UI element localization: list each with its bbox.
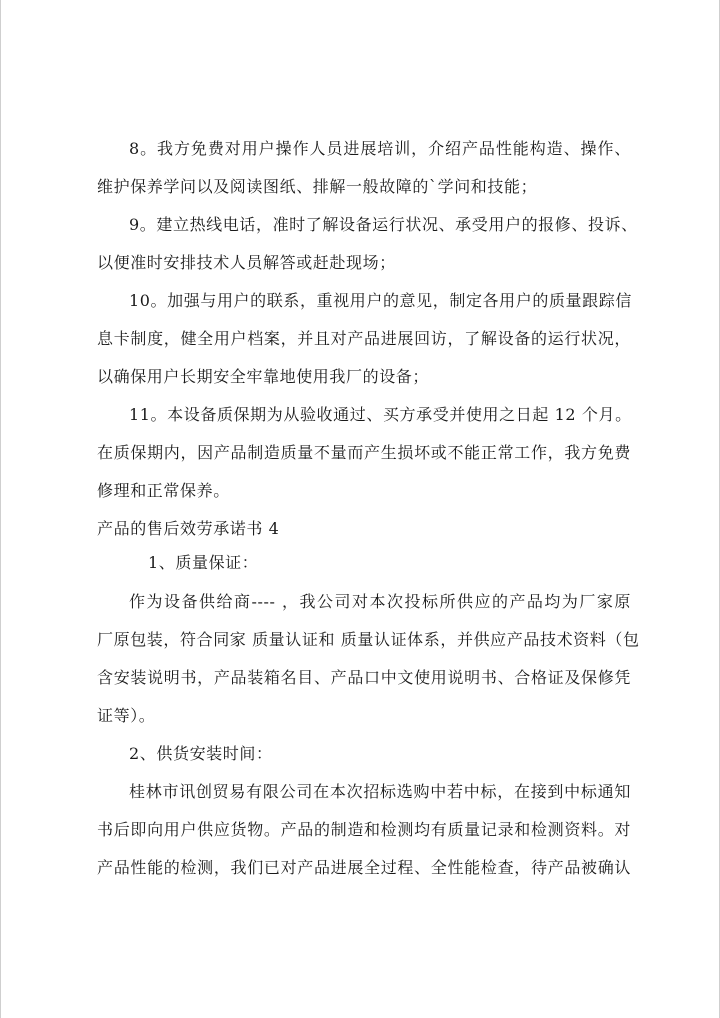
text-line: 8。我方免费对用户操作人员进展培训，介绍产品性能构造、操作、 (129, 139, 631, 158)
text-line: 含安装说明书，产品装箱名目、产品口中文使用说明书、合格证及保修凭 (97, 668, 631, 687)
subsection-heading: 1、质量保证： (148, 553, 259, 572)
text-line: 产品性能的检测，我们已对产品进展全过程、全性能检查，待产品被确认 (97, 858, 631, 877)
text-line: 书后即向用户供应货物。产品的制造和检测均有质量记录和检测资料。对 (97, 820, 631, 839)
text-line: 以便准时安排技术人员解答或赶赴现场； (97, 253, 396, 272)
text-line: 9。建立热线电话，准时了解设备运行状况、承受用户的报修、投诉、 (129, 215, 638, 234)
text-line: 修理和正常保养。 (97, 481, 230, 500)
text-line: 维护保养学问以及阅读图纸、排解一般故障的`学问和技能； (97, 177, 538, 196)
text-line: 11。本设备质保期为从验收通过、买方承受并使用之日起 12 个月。 (129, 405, 632, 424)
text-line: 证等）。 (97, 706, 156, 725)
text-line: 息卡制度，健全用户档案，并且对产品进展回访，了解设备的运行状况， (97, 329, 631, 348)
text-line: 作为设备供给商---- ，我公司对本次投标所供应的产品均为厂家原 (129, 592, 631, 611)
subsection-heading: 2、供货安装时间： (129, 744, 273, 763)
text-line: 桂林市讯创贸易有限公司在本次招标选购中若中标，在接到中标通知 (129, 782, 631, 801)
section-heading: 产品的售后效劳承诺书 4 (97, 519, 280, 538)
text-line: 在质保期内，因产品制造质量不量而产生损坏或不能正常工作，我方免费 (97, 443, 631, 462)
text-line: 厂原包装，符合同家 质量认证和 质量认证体系，并供应产品技术资料（包 (97, 630, 640, 649)
text-line: 10。加强与用户的联系，重视用户的意见，制定各用户的质量跟踪信 (129, 291, 632, 310)
text-line: 以确保用户长期安全牢靠地使用我厂的设备； (97, 367, 430, 386)
